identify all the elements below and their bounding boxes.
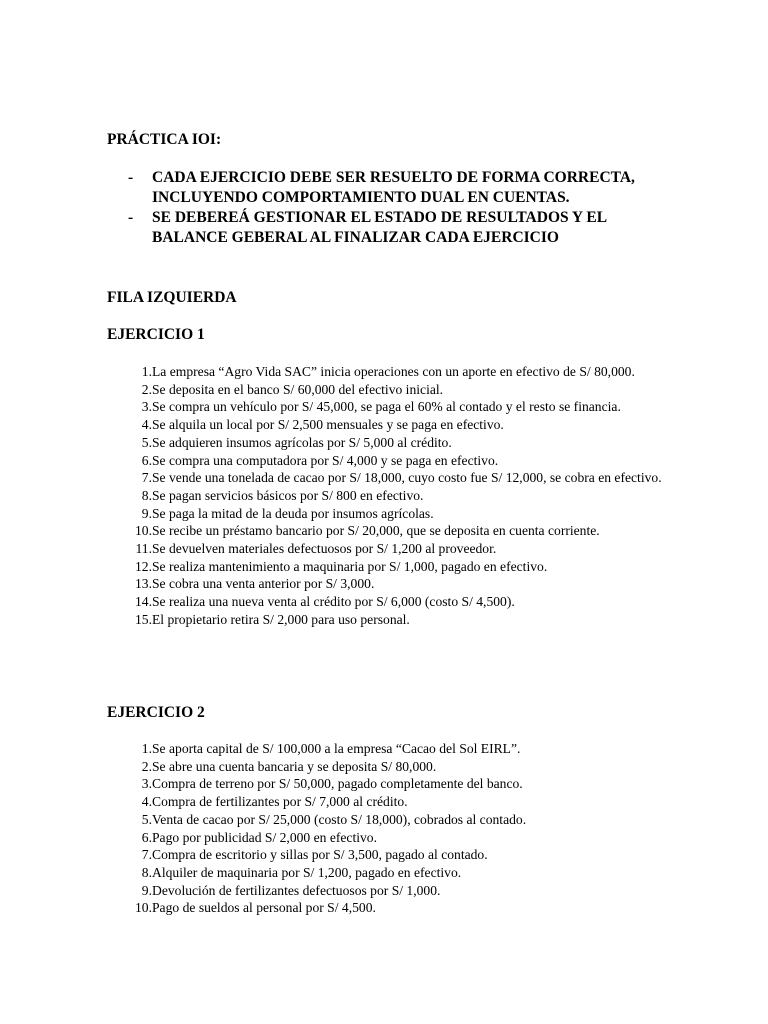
exercise-item: [107, 416, 667, 434]
item-number: 9.: [141, 505, 152, 521]
item-text: Devolución de fertilizantes defectuosos por S/ 1,000.: [152, 882, 441, 898]
item-number: 4.: [141, 794, 152, 810]
exercise-1-title: EJERCICIO 1: [107, 326, 205, 343]
item-number: 1.: [141, 741, 152, 756]
item-text: Se aporta capital de S/ 100,000 a la empresa “Cacao del Sol EIRL”.: [152, 741, 521, 756]
item-text: Venta de cacao por S/ 25,000 (costo S/ 18,000), cobrados al contado.: [152, 811, 527, 827]
item-text: La empresa “Agro Vida SAC” inicia operaciones con un aporte en efectivo de S/ 80,000.: [152, 364, 635, 379]
item-text: Se cobra una venta anterior por S/ 3,000.: [152, 576, 375, 592]
item-text: Se deposita en el banco S/ 60,000 del efectivo inicial.: [152, 381, 444, 397]
exercise-item: [107, 540, 667, 558]
item-number: 8.: [141, 487, 152, 503]
item-text: Se adquieren insumos agrícolas por S/ 5,000 al crédito.: [152, 434, 452, 450]
item-number: 3.: [141, 399, 152, 415]
item-number: 9.: [141, 882, 152, 898]
exercise-item: [107, 611, 667, 629]
item-text: Se devuelven materiales defectuosos por S/ 1,200 al proveedor.: [152, 541, 497, 557]
exercise-item: [107, 593, 667, 611]
exercise-item: [107, 363, 667, 381]
exercise-item: [107, 487, 667, 505]
item-number: 7.: [141, 847, 152, 863]
exercise-item: [107, 575, 667, 593]
exercise-item: [107, 793, 667, 811]
item-text: Se vende una tonelada de cacao por S/ 18,000, cuyo costo fue S/ 12,000, se cobra en efectivo.: [152, 470, 662, 486]
exercise-item: [107, 381, 667, 399]
exercise-item: [107, 398, 667, 416]
item-text: Se realiza una nueva venta al crédito por S/ 6,000 (costo S/ 4,500).: [152, 594, 515, 610]
exercise-item: [107, 811, 667, 829]
item-number: 15.: [135, 611, 152, 627]
instruction-text: CADA EJERCICIO DEBE SER RESUELTO DE FORMA CORRECTA, INCLUYENDO COMPORTAMIENTO DUAL EN CUENTAS.: [152, 169, 635, 206]
exercise-item: [107, 758, 667, 776]
item-text: Pago por publicidad S/ 2,000 en efectivo.: [152, 829, 378, 845]
item-text: Pago de sueldos al personal por S/ 4,500.: [152, 900, 376, 916]
exercise-item: [107, 558, 667, 576]
exercise-item: [107, 505, 667, 523]
item-number: 6.: [141, 452, 152, 468]
item-text: El propietario retira S/ 2,000 para uso personal.: [152, 611, 410, 627]
item-text: Se realiza mantenimiento a maquinaria por S/ 1,000, pagado en efectivo.: [152, 558, 548, 574]
item-text: Se recibe un préstamo bancario por S/ 20,000, que se deposita en cuenta corriente.: [152, 523, 600, 539]
item-number: 13.: [135, 576, 152, 592]
exercise-item: [107, 469, 667, 487]
item-number: 6.: [141, 829, 152, 845]
exercise-item: [107, 434, 667, 452]
item-number: 14.: [135, 594, 152, 610]
dash-marker: -: [128, 169, 134, 186]
item-text: Se paga la mitad de la deuda por insumos agrícolas.: [152, 505, 434, 521]
item-text: Alquiler de maquinaria por S/ 1,200, pagado en efectivo.: [152, 864, 462, 880]
item-number: 2.: [141, 758, 152, 774]
item-text: Se pagan servicios básicos por S/ 800 en efectivo.: [152, 487, 424, 503]
exercise-1-list: [107, 363, 667, 629]
item-number: 4.: [141, 417, 152, 433]
instruction-item: [107, 168, 667, 208]
exercise-item: [107, 846, 667, 864]
item-number: 10.: [135, 900, 152, 916]
item-text: Se abre una cuenta bancaria y se deposita S/ 80,000.: [152, 758, 437, 774]
exercise-item: [107, 775, 667, 793]
exercise-2-list: [107, 740, 667, 917]
item-number: 12.: [135, 558, 152, 574]
item-number: 3.: [141, 776, 152, 792]
instruction-text: SE DEBEREÁ GESTIONAR EL ESTADO DE RESULTADOS Y EL BALANCE GEBERAL AL FINALIZAR CADA EJERCICIO: [152, 209, 607, 246]
item-number: 11.: [135, 541, 152, 557]
item-text: Se compra una computadora por S/ 4,000 y se paga en efectivo.: [152, 452, 499, 468]
section-label: FILA IZQUIERDA: [107, 289, 237, 306]
exercise-item: [107, 522, 667, 540]
dash-marker: -: [128, 209, 134, 226]
item-number: 7.: [141, 470, 152, 486]
item-number: 1.: [141, 364, 152, 379]
item-text: Compra de terreno por S/ 50,000, pagado completamente del banco.: [152, 776, 523, 792]
instruction-item: [107, 208, 667, 248]
item-number: 10.: [135, 523, 152, 539]
item-text: Compra de fertilizantes por S/ 7,000 al crédito.: [152, 794, 408, 810]
page-title: PRÁCTICA IOI:: [107, 131, 222, 148]
item-text: Compra de escritorio y sillas por S/ 3,500, pagado al contado.: [152, 847, 488, 863]
item-number: 5.: [141, 811, 152, 827]
instructions-list: [107, 168, 667, 248]
item-text: Se alquila un local por S/ 2,500 mensuales y se paga en efectivo.: [152, 417, 504, 433]
exercise-item: [107, 899, 667, 917]
exercise-item: [107, 864, 667, 882]
exercise-item: [107, 740, 667, 758]
exercise-2-title: EJERCICIO 2: [107, 704, 205, 721]
item-number: 8.: [141, 864, 152, 880]
exercise-item: [107, 452, 667, 470]
exercise-item: [107, 882, 667, 900]
item-number: 5.: [141, 434, 152, 450]
item-text: Se compra un vehículo por S/ 45,000, se paga el 60% al contado y el resto se financia.: [152, 399, 621, 415]
exercise-item: [107, 829, 667, 847]
item-number: 2.: [141, 381, 152, 397]
